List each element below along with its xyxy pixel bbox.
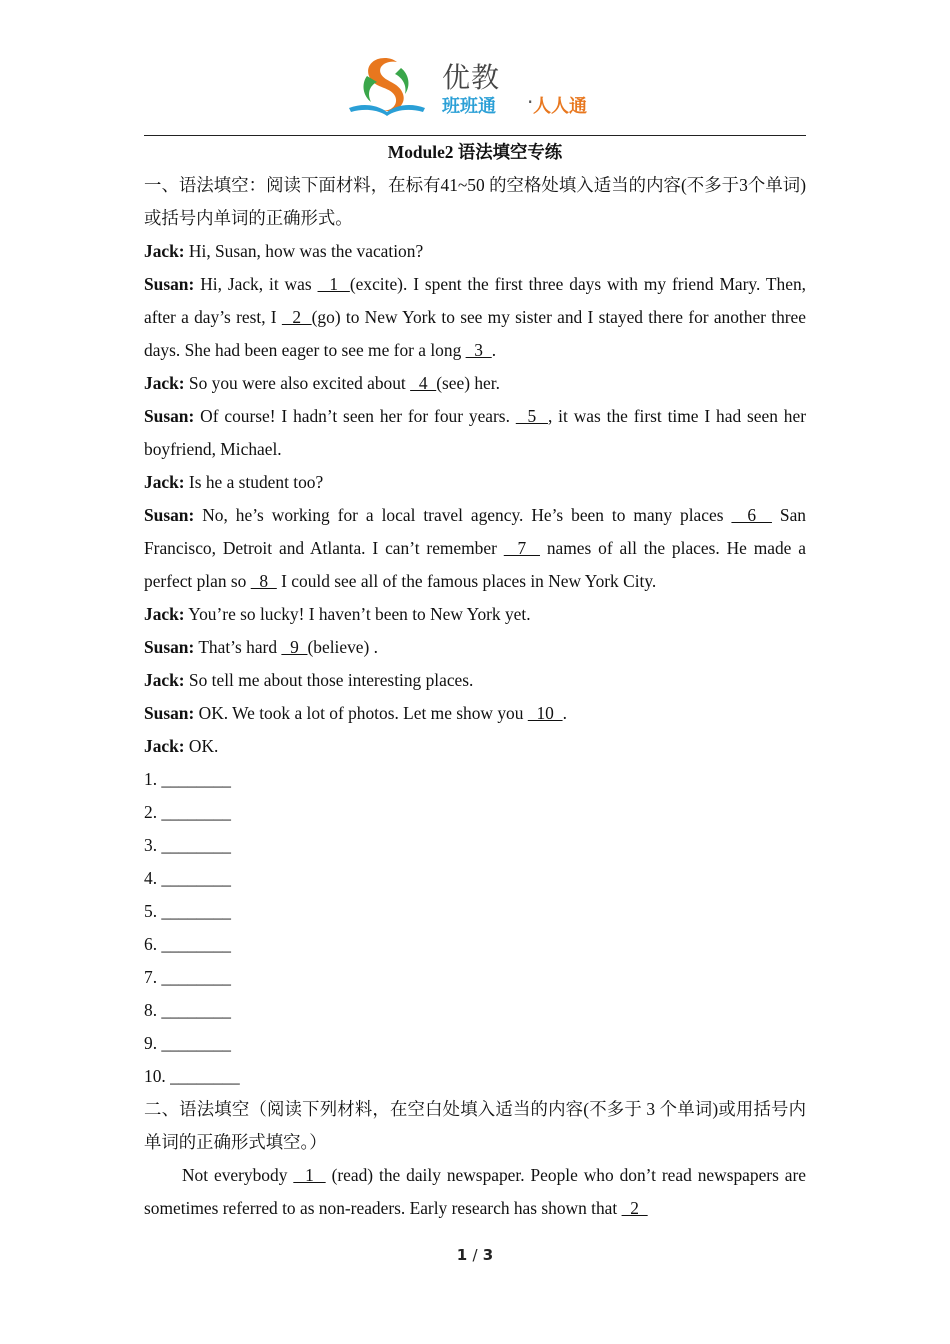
logo-sub-banbantong: 班班通 (442, 96, 496, 117)
text-segment: Hi, Susan, how was the vacation? (184, 241, 424, 261)
answer-blank[interactable]: 4 (410, 373, 437, 393)
answer-line[interactable]: 3. ________ (144, 835, 231, 855)
text-segment: (read) the daily newspaper. People who don’t read newspapers are sometimes referred to as non-readers. Early research has shown that (144, 1165, 806, 1218)
text-segment: I could see all of the famous places in New York City. (276, 571, 657, 591)
page-number (0, 1246, 950, 1264)
speaker-name: Jack: (144, 472, 185, 492)
answer-line[interactable]: 9. ________ (144, 1033, 231, 1053)
speaker-name: Jack: (144, 604, 185, 624)
answer-blank[interactable]: 1 (317, 274, 350, 294)
logo-dot: · (527, 90, 534, 114)
logo-sub-renrentong: 人人通 (533, 96, 587, 117)
dialogue-line (144, 631, 806, 664)
answer-blank[interactable]: 8 (250, 571, 277, 591)
answer-blank[interactable]: 10 (527, 703, 563, 723)
answer-line[interactable]: 8. ________ (144, 1000, 231, 1020)
answer-list (144, 763, 806, 1093)
answer-blank[interactable]: 2 (281, 307, 312, 327)
text-segment: OK. (184, 736, 219, 756)
dialogue-line (144, 499, 806, 598)
answer-line[interactable]: 1. ________ (144, 769, 231, 789)
answer-blank[interactable]: 7 (503, 538, 540, 558)
text-segment: . (562, 703, 567, 723)
text-segment: . (491, 340, 497, 360)
text-segment: OK. We took a lot of photos. Let me show you (194, 703, 528, 723)
dialogue-line (144, 268, 806, 367)
text-segment: , it was the first time I had seen her boyfriend, Michael. (144, 406, 806, 459)
answer-line[interactable]: 10. ________ (144, 1066, 240, 1086)
answer-blank[interactable]: 6 (731, 505, 772, 525)
dialogue-line (144, 598, 806, 631)
answer-blank[interactable]: 3 (465, 340, 492, 360)
answer-line[interactable]: 2. ________ (144, 802, 231, 822)
dialogue (144, 235, 806, 763)
section2-instruction: 二、语法填空（阅读下列材料，在空白处填入适当的内容(不多于 3 个单词)或用括号内单词的正确形式填空。） (144, 1099, 806, 1152)
speaker-name: Susan: (144, 505, 195, 525)
text-segment: So tell me about those interesting places. (184, 670, 474, 690)
dialogue-line (144, 235, 806, 268)
document-body (144, 136, 806, 1225)
text-segment: You’re so lucky! I haven’t been to New York yet. (184, 604, 531, 624)
logo (345, 52, 615, 122)
dialogue-line (144, 466, 806, 499)
page-title: Module2 语法填空专练 (387, 142, 563, 162)
answer-line[interactable]: 4. ________ (144, 868, 231, 888)
text-segment: (excite). I spent the first three days with my friend Mary. Then, after a day’s rest, I (144, 274, 806, 327)
speaker-name: Jack: (144, 670, 185, 690)
section1-instruction: 一、语法填空：阅读下面材料，在标有41~50 的空格处填入适当的内容(不多于3个单词)或括号内单词的正确形式。 (144, 175, 806, 228)
dialogue-line (144, 730, 806, 763)
text-segment: Is he a student too? (184, 472, 324, 492)
dialogue-line (144, 664, 806, 697)
text-segment: Hi, Jack, it was (194, 274, 318, 294)
answer-blank[interactable]: 9 (281, 637, 308, 657)
dialogue-line (144, 367, 806, 400)
speaker-name: Jack: (144, 736, 185, 756)
section2-paragraph (144, 1159, 806, 1225)
text-segment: names of all the places. He made a perfect plan so (144, 538, 806, 591)
answer-line[interactable]: 5. ________ (144, 901, 231, 921)
speaker-name: Susan: (144, 703, 195, 723)
text-segment: San Francisco, Detroit and Atlanta. I can’t remember (144, 505, 806, 558)
dialogue-line (144, 400, 806, 466)
text-segment: So you were also excited about (184, 373, 411, 393)
logo-emblem-icon (345, 52, 429, 122)
speaker-name: Jack: (144, 241, 185, 261)
text-segment: Of course! I hadn’t seen her for four years. (194, 406, 516, 426)
answer-line[interactable]: 7. ________ (144, 967, 231, 987)
page-total: 3 (482, 1246, 494, 1264)
answer-blank[interactable]: 2 (621, 1198, 648, 1218)
logo-brand: 优教 (442, 61, 501, 94)
speaker-name: Susan: (144, 274, 195, 294)
answer-blank[interactable]: 1 (293, 1165, 326, 1185)
answer-blank[interactable]: 5 (515, 406, 548, 426)
answer-line[interactable]: 6. ________ (144, 934, 231, 954)
text-segment: That’s hard (194, 637, 282, 657)
text-segment: Not everybody (182, 1165, 294, 1185)
page-current: 1 (456, 1246, 468, 1264)
speaker-name: Susan: (144, 406, 195, 426)
text-segment: (believe) . (307, 637, 378, 657)
dialogue-line (144, 697, 806, 730)
text-segment: (go) to New York to see my sister and I stayed there for another three days. She had been eager to see me for a long (144, 307, 806, 360)
speaker-name: Jack: (144, 373, 185, 393)
page-separator: / (472, 1246, 478, 1264)
text-segment: (see) her. (436, 373, 500, 393)
speaker-name: Susan: (144, 637, 195, 657)
text-segment: No, he’s working for a local travel agency. He’s been to many places (194, 505, 732, 525)
